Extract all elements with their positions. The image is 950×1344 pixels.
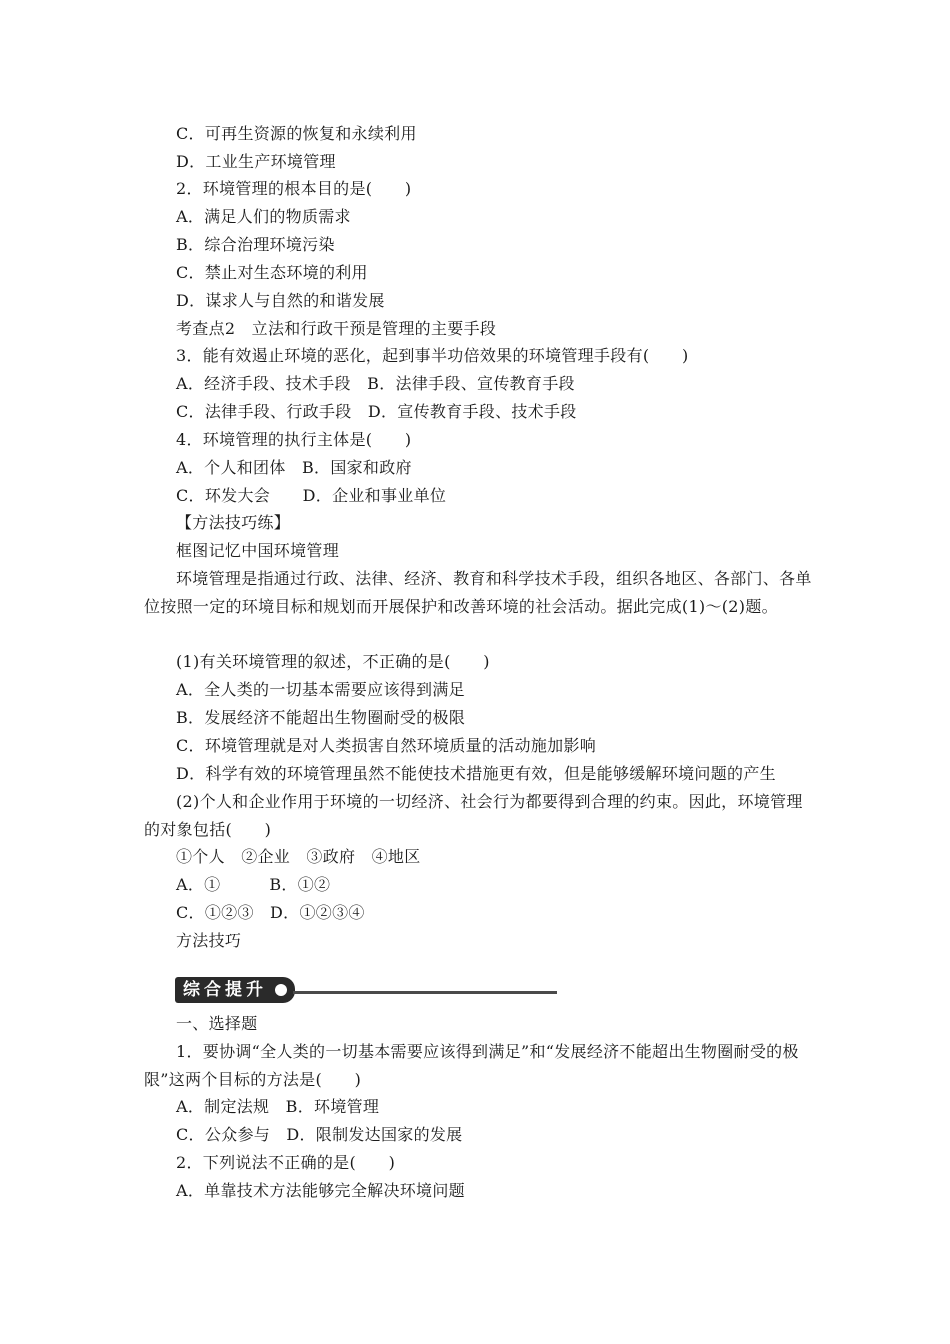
choice-section-heading: 一、选择题 [176, 1014, 258, 1033]
options-cd-q4: C．环发大会 D．企业和事业单位 [176, 486, 447, 505]
option-a-q2: A．满足人们的物质需求 [176, 207, 351, 226]
option-a-s2: A．单靠技术方法能够完全解决环境问题 [176, 1181, 465, 1200]
option-b-q2: B．综合治理环境污染 [176, 235, 335, 254]
option-b-sub1: B．发展经济不能超出生物圈耐受的极限 [176, 708, 466, 727]
sub-question-2: (2)个人和企业作用于环境的一切经济、社会行为都要得到合理的约束。因此，环境管理的对象包括( ) [144, 792, 803, 839]
options-ab-q3: A．经济手段、技术手段 B．法律手段、宣传教育手段 [176, 374, 575, 393]
exam-point-heading: 考查点2 立法和行政干预是管理的主要手段 [176, 319, 497, 338]
options-ab-sub2: A．① B．①② [176, 875, 331, 894]
question-3: 3．能有效遏止环境的恶化，起到事半功倍效果的环境管理手段有( ) [176, 346, 689, 365]
options-ab-q4: A．个人和团体 B．国家和政府 [176, 458, 412, 477]
sub-question-1: (1)有关环境管理的叙述，不正确的是( ) [176, 652, 490, 671]
bullet-dot-icon [275, 984, 287, 996]
diagram-memory-heading: 框图记忆中国环境管理 [176, 541, 340, 560]
option-c-sub1: C．环境管理就是对人类损害自然环境质量的活动施加影响 [176, 736, 597, 755]
options-cd-s1: C．公众参与 D．限制发达国家的发展 [176, 1125, 463, 1144]
synthesis-question-2: 2．下列说法不正确的是( ) [176, 1153, 396, 1172]
passage-paragraph: 环境管理是指通过行政、法律、经济、教育和科学技术手段，组织各地区、各部门、各单位按照一定的环境目标和规划而开展保护和改善环境的社会活动。据此完成(1)～(2)题。 [144, 569, 812, 616]
options-cd-sub2: C．①②③ D．①②③④ [176, 903, 365, 922]
method-tips-heading: 方法技巧 [176, 931, 242, 950]
options-ab-s1: A．制定法规 B．环境管理 [176, 1097, 380, 1116]
option-d-q2: D．谋求人与自然的和谐发展 [176, 291, 385, 310]
option-d-q1: D．工业生产环境管理 [176, 152, 336, 171]
choice-items: ①个人 ②企业 ③政府 ④地区 [176, 847, 421, 866]
options-cd-q3: C．法律手段、行政手段 D．宣传教育手段、技术手段 [176, 402, 577, 421]
banner-title: 综合提升 [183, 980, 267, 1000]
option-a-sub1: A．全人类的一切基本需要应该得到满足 [176, 680, 465, 699]
question-4: 4．环境管理的执行主体是( ) [176, 430, 412, 449]
question-2: 2．环境管理的根本目的是( ) [176, 179, 412, 198]
method-practice-heading: 【方法技巧练】 [176, 513, 291, 532]
synthesis-question-1: 1．要协调“全人类的一切基本需要应该得到满足”和“发展经济不能超出生物圈耐受的极限”这两个目标的方法是( ) [144, 1042, 799, 1089]
option-d-sub1: D．科学有效的环境管理虽然不能使技术措施更有效，但是能够缓解环境问题的产生 [176, 764, 776, 783]
banner-rule [293, 991, 557, 994]
option-c-q1: C．可再生资源的恢复和永续利用 [176, 124, 417, 143]
option-c-q2: C．禁止对生态环境的利用 [176, 263, 368, 282]
